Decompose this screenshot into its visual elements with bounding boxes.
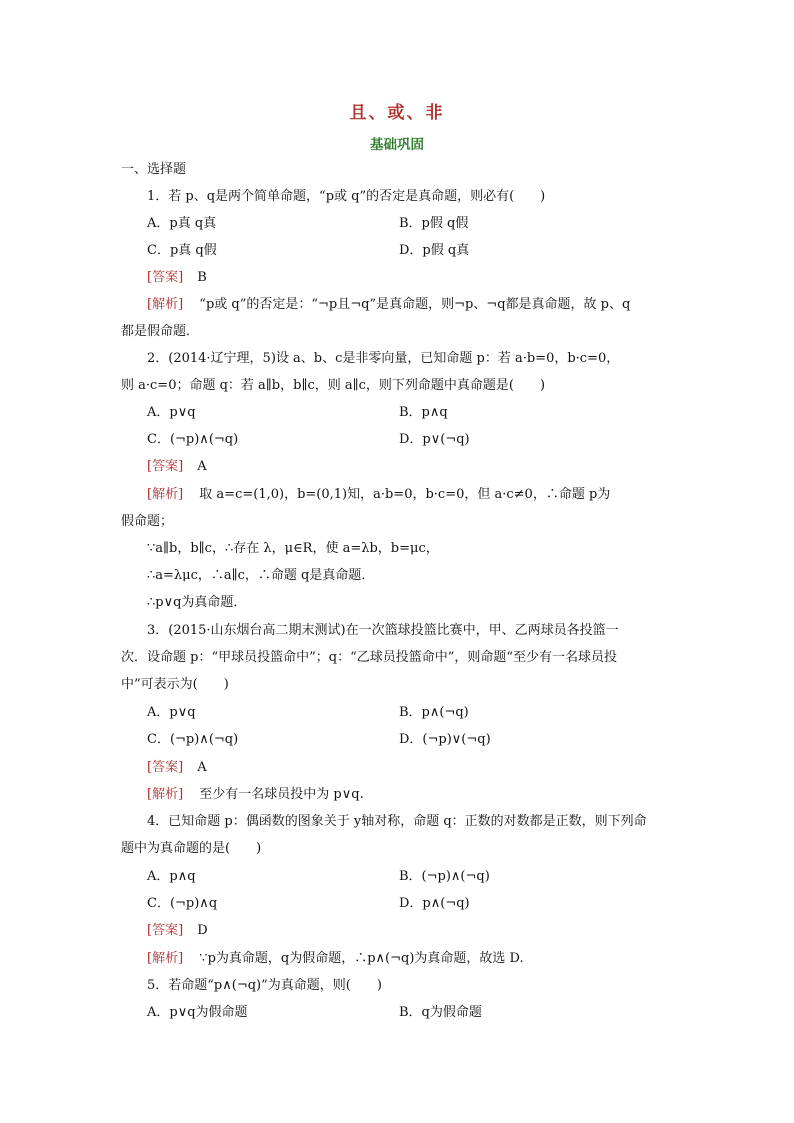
q1-option-b: B．p假 q假: [399, 216, 469, 231]
q2-option-d: D．p∨(¬q): [399, 432, 470, 447]
answer-label: [答案]: [147, 270, 184, 285]
q4-option-d: D．p∧(¬q): [399, 896, 470, 911]
q3-answer-value: A: [197, 760, 207, 775]
q3-option-a: A．p∨q: [147, 705, 196, 720]
q4-option-a: A．p∧q: [147, 869, 196, 884]
q1-option-d: D．p假 q真: [399, 243, 470, 258]
q2-answer-value: A: [197, 459, 207, 474]
q2-analysis-text-1: 取 a=c=(1,0)，b=(0,1)知，a·b=0，b·c=0，但 a·c≠0，∴命题 p为: [199, 487, 611, 502]
q4-analysis-line-1: [147, 951, 524, 967]
section-heading: 一、选择题: [121, 162, 187, 177]
q3-answer: [147, 760, 207, 776]
q1-analysis-line-2: 都是假命题．: [121, 324, 200, 339]
q1-answer: [147, 270, 207, 286]
q5-option-a: A．p∨q为假命题: [147, 1005, 248, 1020]
q5-stem-line-1: 5．若命题“p∧(¬q)”为真命题，则( ): [147, 978, 382, 993]
q4-stem-line-1: 4．已知命题 p：偶函数的图象关于 y轴对称，命题 q：正数的对数都是正数，则下列命: [147, 814, 647, 829]
q4-answer: [147, 923, 208, 939]
answer-label: [答案]: [147, 760, 184, 775]
q3-option-d: D．(¬p)∨(¬q): [399, 732, 491, 747]
q1-option-c: C．p真 q假: [147, 243, 217, 258]
q3-stem-line-2: 次．设命题 p：“甲球员投篮命中”；q：“乙球员投篮命中”，则命题“至少有一名球员投: [121, 650, 618, 665]
answer-label: [答案]: [147, 923, 184, 938]
analysis-label: [解析]: [147, 951, 184, 966]
q2-stem-line-1: 2．(2014·辽宁理，5)设 a、b、c是非零向量，已知命题 p：若 a·b=0，b·c=0，: [147, 351, 620, 366]
q1-analysis-line-1: [147, 297, 630, 313]
q1-stem-line-1: 1．若 p、q是两个简单命题，“p或 q”的否定是真命题，则必有( ): [147, 189, 546, 204]
q2-analysis-line-5: ∴p∨q为真命题．: [147, 595, 247, 610]
q3-stem-line-1: 3．(2015·山东烟台高二期末测试)在一次篮球投篮比赛中，甲、乙两球员各投篮一: [147, 623, 619, 638]
q2-analysis-line-4: ∴a=λμc，∴a∥c，∴命题 q是真命题．: [147, 568, 375, 583]
q1-answer-value: B: [197, 270, 207, 285]
q4-answer-value: D: [197, 923, 208, 938]
q2-analysis-line-3: ∵a∥b，b∥c，∴存在 λ，μ∈R，使 a=λb，b=μc，: [147, 541, 439, 556]
q3-option-c: C．(¬p)∧(¬q): [147, 732, 239, 747]
analysis-label: [解析]: [147, 487, 184, 502]
q2-analysis-line-2: 假命题；: [121, 514, 174, 529]
q1-option-a: A．p真 q真: [147, 216, 217, 231]
q2-option-b: B．p∧q: [399, 405, 448, 420]
q3-analysis-line-1: [147, 787, 364, 803]
answer-label: [答案]: [147, 459, 184, 474]
page-title: 且、或、非: [349, 103, 445, 123]
q3-option-b: B．p∧(¬q): [399, 705, 469, 720]
analysis-label: [解析]: [147, 297, 184, 312]
q2-stem-line-2: 则 a·c=0；命题 q：若 a∥b，b∥c，则 a∥c，则下列命题中真命题是( ): [121, 378, 546, 393]
q2-analysis-line-1: [147, 487, 610, 503]
q2-answer: [147, 459, 207, 475]
analysis-label: [解析]: [147, 787, 184, 802]
q1-analysis-text-1: “p或 q”的否定是：“¬p且¬q”是真命题，则¬p、¬q都是真命题，故 p、q: [199, 297, 631, 312]
q4-stem-line-2: 题中为真命题的是( ): [121, 841, 262, 856]
q4-analysis-text-1: ∵p为真命题，q为假命题，∴p∧(¬q)为真命题，故选 D.: [199, 951, 524, 966]
q5-option-b: B．q为假命题: [399, 1005, 482, 1020]
q4-option-b: B．(¬p)∧(¬q): [399, 869, 490, 884]
q2-option-a: A．p∨q: [147, 405, 196, 420]
q3-stem-line-3: 中”可表示为( ): [121, 677, 229, 692]
q4-option-c: C．(¬p)∧q: [147, 896, 218, 911]
q2-option-c: C．(¬p)∧(¬q): [147, 432, 239, 447]
section-subtitle: 基础巩固: [370, 137, 424, 153]
q3-analysis-text-1: 至少有一名球员投中为 p∨q.: [199, 787, 364, 802]
